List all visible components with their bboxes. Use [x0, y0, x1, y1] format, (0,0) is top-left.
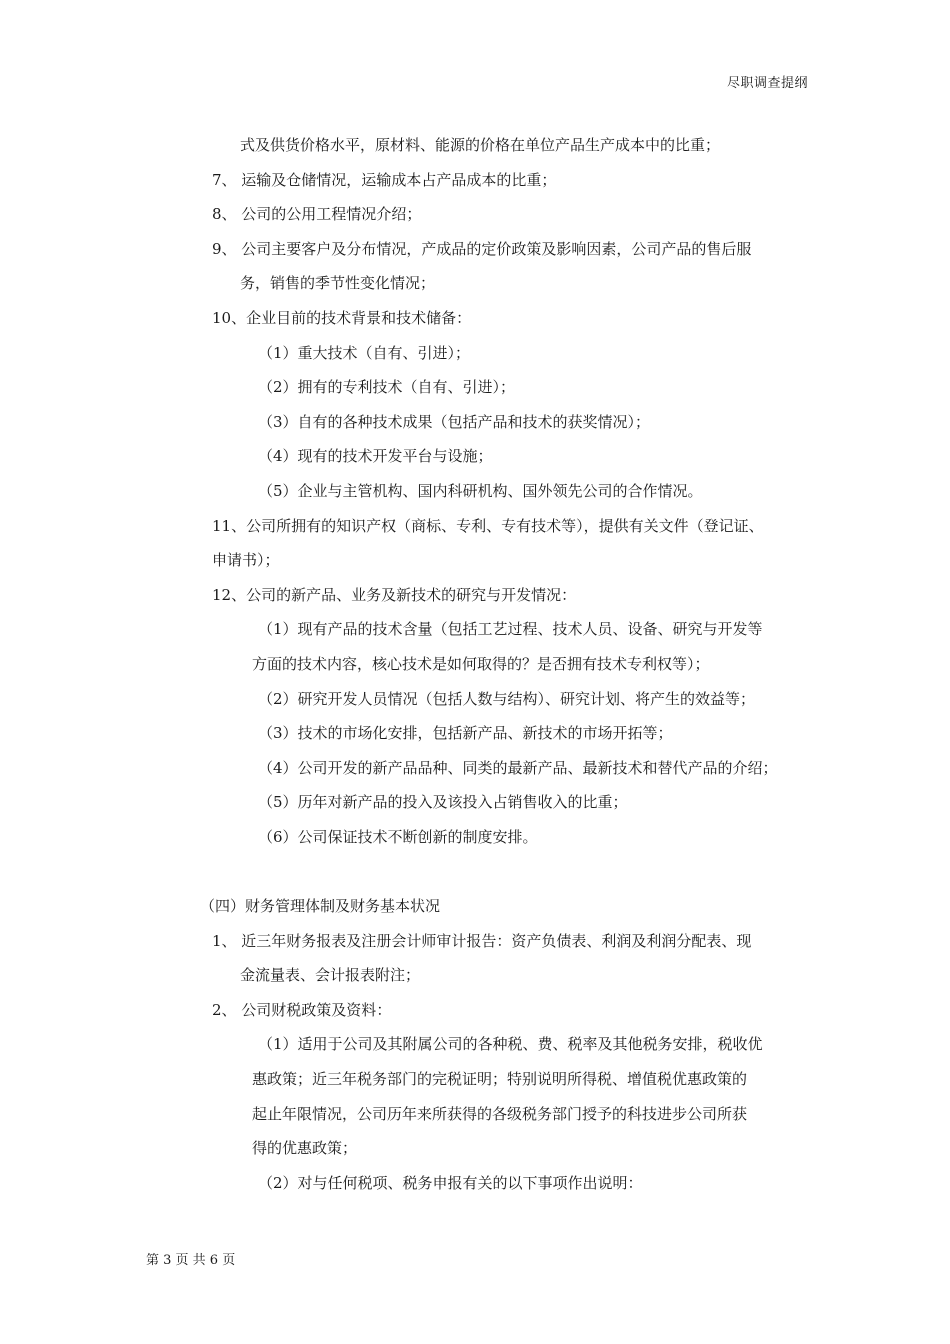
text-line: 11、公司所拥有的知识产权（商标、专利、专有技术等），提供有关文件（登记证、 — [212, 516, 764, 535]
text-line: （5）企业与主管机构、国内科研机构、国外领先公司的合作情况。 — [258, 481, 703, 500]
text-line: （5）历年对新产品的投入及该投入占销售收入的比重； — [258, 793, 628, 812]
text-line: 7、 运输及仓储情况，运输成本占产品成本的比重； — [212, 170, 557, 189]
text-line: （1）适用于公司及其附属公司的各种税、费、税率及其他税务安排，税收优 — [258, 1035, 763, 1054]
text-line: 12、公司的新产品、业务及新技术的研究与开发情况： — [212, 585, 577, 604]
page-header-title: 尽职调查提纲 — [726, 76, 808, 91]
text-line: （2）研究开发人员情况（包括人数与结构）、研究计划、将产生的效益等； — [258, 689, 756, 708]
text-line: 金流量表、会计报表附注； — [240, 966, 421, 985]
text-line: （2）对与任何税项、税务申报有关的以下事项作出说明： — [258, 1173, 643, 1192]
text-line: （1）重大技术（自有、引进）； — [258, 343, 471, 362]
text-line: （四）财务管理体制及财务基本状况 — [200, 897, 441, 916]
text-line: 10、企业目前的技术背景和技术储备： — [212, 308, 472, 327]
page-number: 第 3 页 共 6 页 — [146, 1253, 236, 1268]
document-body — [200, 128, 812, 1200]
text-line: （3）自有的各种技术成果（包括产品和技术的获奖情况）； — [258, 412, 651, 431]
text-line: 方面的技术内容，核心技术是如何取得的？是否拥有技术专利权等）； — [252, 654, 710, 673]
text-line: 式及供货价格水平，原材料、能源的价格在单位产品生产成本中的比重； — [240, 136, 721, 154]
blank-line — [212, 854, 812, 889]
text-line: 惠政策；近三年税务部门的完税证明；特别说明所得税、增值税优惠政策的 — [252, 1070, 748, 1089]
text-line: 9、 公司主要客户及分布情况，产成品的定价政策及影响因素，公司产品的售后服 — [212, 239, 752, 258]
text-line: （6）公司保证技术不断创新的制度安排。 — [258, 827, 538, 846]
text-line: 起止年限情况，公司历年来所获得的各级税务部门授予的科技进步公司所获 — [252, 1104, 748, 1123]
text-line: 1、 近三年财务报表及注册会计师审计报告：资产负债表、利润及利润分配表、现 — [212, 931, 752, 950]
text-line: （1）现有产品的技术含量（包括工艺过程、技术人员、设备、研究与开发等 — [258, 620, 763, 639]
text-line: 申请书）； — [212, 551, 280, 570]
text-line: （4）现有的技术开发平台与设施； — [258, 447, 493, 466]
text-line: （2）拥有的专利技术（自有、引进）； — [258, 378, 516, 397]
text-line: 务，销售的季节性变化情况； — [240, 274, 436, 293]
text-line: 得的优惠政策； — [252, 1139, 358, 1158]
text-line: （4）公司开发的新产品品种、同类的最新产品、最新技术和替代产品的介绍； — [258, 758, 778, 777]
text-line: 2、 公司财税政策及资料： — [212, 1000, 392, 1019]
text-line: （3）技术的市场化安排，包括新产品、新技术的市场开拓等； — [258, 724, 673, 743]
text-line: 8、 公司的公用工程情况介绍； — [212, 205, 422, 224]
